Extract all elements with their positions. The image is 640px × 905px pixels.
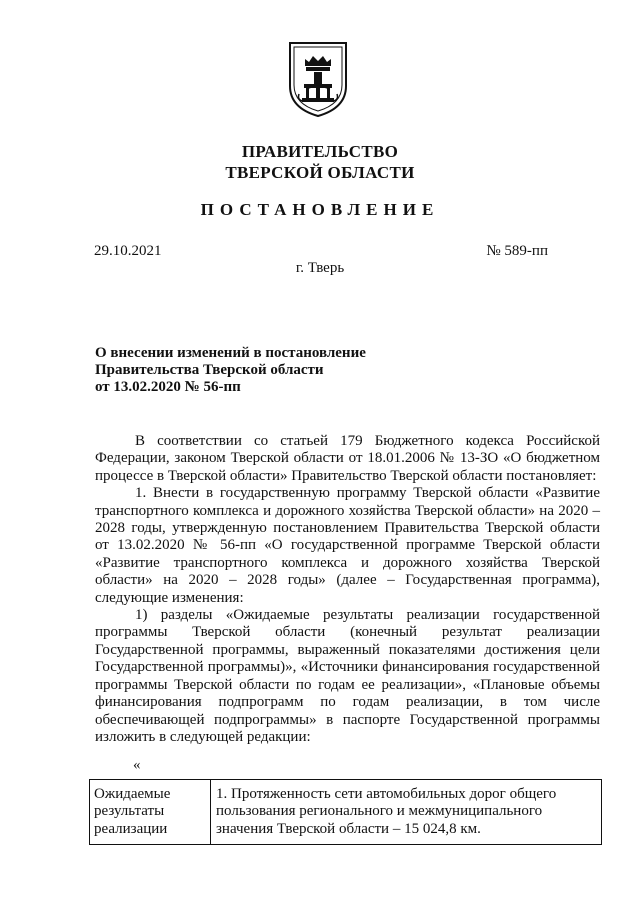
passport-table bbox=[89, 779, 602, 845]
document-number: № 589-пп bbox=[486, 243, 548, 259]
table-row bbox=[90, 780, 602, 845]
subject-line-1: О внесении изменений в постановление bbox=[95, 345, 366, 361]
item-1-paragraph: 1. Внести в государственную программу Тверской области «Развитие транспортного комплекса и дорожного хозяйства Тверской области» на 2020 – 2028 годы, утвержденную постановлением Правительства Тверской области от 13.02.2020 № 56-пп «О государственной программе Тверской области «Развитие транспортного комплекса и дорожного хозяйства Тверской области» на 2020 – 2028 годы» (далее – Государственная программа), следующие изменения: bbox=[95, 485, 600, 606]
document-subject bbox=[95, 345, 366, 396]
table-cell-label bbox=[90, 780, 211, 845]
preamble-paragraph: В соответствии со статьей 179 Бюджетного кодекса Российской Федерации, законом Тверской области от 18.01.2006 № 13-ЗО «О бюджетном процессе в Тверской области» Правительство Тверской области постановляет: bbox=[95, 433, 600, 484]
opening-quote: « bbox=[133, 757, 141, 773]
cell-value-line: значения Тверской области – 15 024,8 км. bbox=[216, 820, 481, 837]
document-city: г. Тверь bbox=[295, 260, 345, 276]
subject-line-2: Правительства Тверской области bbox=[95, 362, 324, 378]
item-1-1-paragraph: 1) разделы «Ожидаемые результаты реализации государственной программы Тверской области (конечный результат реализации Государственной программы, выраженный показателями достижения цели Государственной программы)», «Источники финансирования государственной программы Тверской области по годам ее реализации», «Плановые объемы финансирования подпрограмм по годам реализации, в том числе обеспечивающей подпрограммы» в паспорте Государственной программы изложить в следующей редакции: bbox=[95, 607, 600, 745]
cell-label-line: результаты bbox=[94, 803, 165, 820]
cell-value-line: пользования регионального и межмуниципального bbox=[216, 803, 543, 820]
cell-value-line: 1. Протяженность сети автомобильных дорог общего bbox=[216, 786, 557, 802]
government-name-line1: ПРАВИТЕЛЬСТВО bbox=[241, 142, 399, 161]
tver-coat-of-arms-emblem bbox=[287, 40, 349, 118]
government-name-line2: ТВЕРСКОЙ ОБЛАСТИ bbox=[225, 163, 415, 182]
cell-label-line: Ожидаемые bbox=[94, 786, 171, 802]
document-date: 29.10.2021 bbox=[94, 243, 162, 259]
table-cell-value bbox=[211, 780, 602, 845]
document-body bbox=[95, 433, 600, 746]
subject-line-3: от 13.02.2020 № 56-пп bbox=[95, 379, 241, 395]
cell-label-line: реализации bbox=[94, 820, 168, 837]
document-type-title: ПОСТАНОВЛЕНИЕ bbox=[200, 200, 440, 219]
